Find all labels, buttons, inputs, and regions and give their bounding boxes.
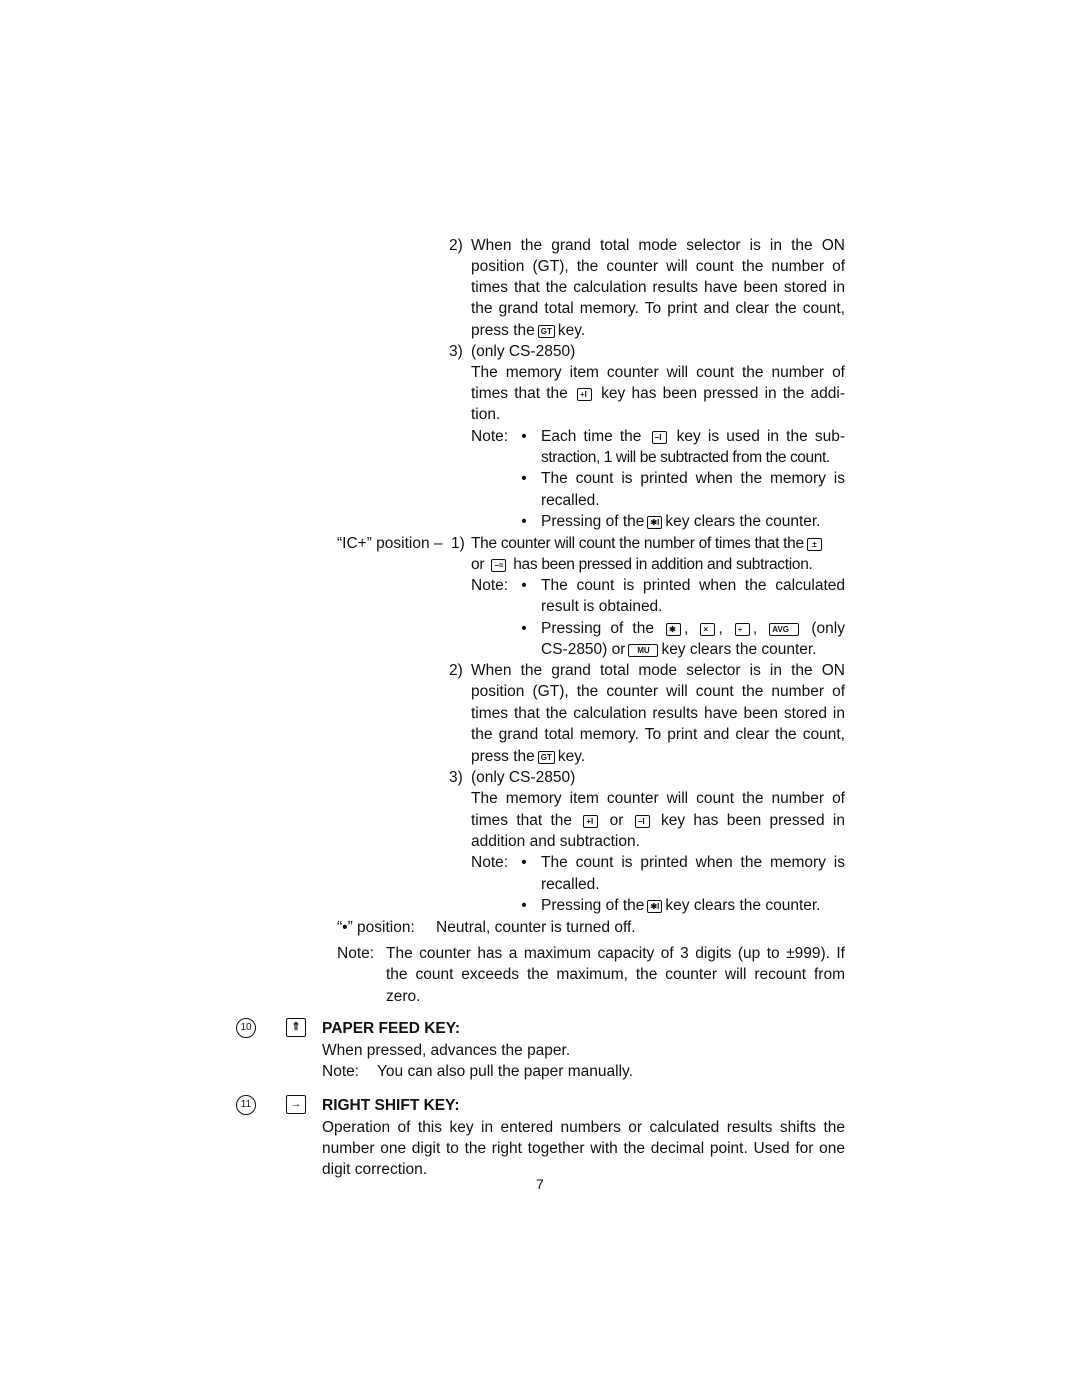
paragraph-line: position (GT), the counter will count the number of: [471, 683, 845, 700]
paragraph-line: [471, 533, 825, 554]
text: key.: [557, 322, 586, 339]
separator: ,: [718, 620, 723, 637]
paragraph-line: position (GT), the counter will count the number of: [471, 258, 845, 275]
bullet: •: [521, 897, 527, 914]
star-i-key-icon: ✱I: [647, 516, 662, 529]
note-label: Note:: [322, 1063, 360, 1080]
note-line: [541, 426, 845, 447]
text: press the: [471, 748, 535, 765]
separator: ,: [684, 620, 689, 637]
star-key-icon: ✱: [666, 623, 681, 636]
bullet: •: [521, 577, 527, 594]
text: times that the: [471, 812, 573, 829]
item-number: 3): [449, 769, 463, 786]
paragraph-line: [471, 383, 845, 404]
text: or: [471, 556, 485, 573]
paragraph-line: The memory item counter will count the number of: [471, 790, 845, 807]
bullet: •: [521, 854, 527, 871]
paragraph-line: tion.: [471, 406, 501, 423]
text: CS-2850) or: [541, 641, 626, 658]
position-label: “IC+” position –: [337, 535, 443, 552]
note-line: The count is printed when the memory is: [541, 470, 845, 487]
minus-i-key-icon: −I: [652, 431, 667, 444]
paragraph-line: When pressed, advances the paper.: [322, 1042, 571, 1059]
minus-i-key-icon: −I: [635, 815, 650, 828]
text: press the: [471, 322, 535, 339]
star-i-key-icon: ✱I: [647, 900, 662, 913]
paragraph-line: the grand total memory. To print and clear the count,: [471, 726, 845, 743]
text: Pressing of the: [541, 513, 645, 530]
text: key clears the counter.: [665, 897, 821, 914]
note-line: result is obtained.: [541, 598, 663, 615]
mu-key-icon: MU: [628, 644, 658, 657]
text: Pressing of the: [541, 620, 654, 637]
paragraph-line: [471, 320, 585, 341]
text: has been pressed in addition and subtraction.: [513, 556, 813, 573]
paragraph-line: times that the calculation results have been stored in: [471, 705, 845, 722]
note-line: recalled.: [541, 876, 600, 893]
bullet: •: [521, 428, 527, 445]
paragraph-line: [471, 554, 813, 575]
text: key has been pressed in: [661, 812, 845, 829]
avg-key-icon: AVG: [769, 623, 799, 636]
text: or: [609, 812, 624, 829]
note-line: [541, 639, 817, 660]
note-line: recalled.: [541, 492, 600, 509]
item-number-circle: 11: [236, 1095, 256, 1115]
separator: ,: [752, 620, 758, 637]
text: key clears the counter.: [661, 641, 817, 658]
text: Each time the: [541, 428, 642, 445]
note-line: You can also pull the paper manually.: [377, 1063, 633, 1080]
item-number: 3): [449, 343, 463, 360]
bullet: •: [521, 513, 527, 530]
position-label: “•” position:: [337, 919, 415, 936]
plus-minus-key-icon: ±: [807, 538, 822, 551]
plus-i-key-icon: +I: [583, 815, 598, 828]
note-label: Note:: [337, 945, 375, 962]
text: The counter will count the number of times that the: [471, 535, 804, 552]
note-line: The count is printed when the memory is: [541, 854, 845, 871]
text: Pressing of the: [541, 897, 645, 914]
paragraph-line: (only CS-2850): [471, 343, 576, 360]
paragraph-line: [471, 810, 845, 831]
page-number: 7: [536, 1176, 544, 1192]
paragraph-line: [471, 746, 585, 767]
bullet: •: [521, 620, 527, 637]
item-number: 2): [449, 662, 463, 679]
paragraph-line: Operation of this key in entered numbers or calculated results shifts the: [322, 1119, 845, 1136]
text: key is used in the sub-: [676, 428, 845, 445]
paragraph-line: times that the calculation results have been stored in: [471, 279, 845, 296]
text: key clears the counter.: [665, 513, 821, 530]
note-line: The counter has a maximum capacity of 3 digits (up to ±999). If: [386, 945, 845, 962]
note-line: [541, 618, 845, 639]
minus-equals-key-icon: −=: [491, 559, 506, 572]
paragraph-line: When the grand total mode selector is in the ON: [471, 662, 845, 679]
paragraph-line: Neutral, counter is turned off.: [436, 919, 636, 936]
paragraph-line: digit correction.: [322, 1161, 428, 1178]
paragraph-line: (only CS-2850): [471, 769, 576, 786]
note-line: straction, 1 will be subtracted from the count.: [541, 449, 830, 466]
note-label: Note:: [471, 577, 509, 594]
item-number-circle: 10: [236, 1018, 256, 1038]
note-line: [541, 895, 821, 916]
section-heading: RIGHT SHIFT KEY:: [322, 1097, 460, 1114]
note-line: zero.: [386, 988, 421, 1005]
text: times that the: [471, 385, 568, 402]
paragraph-line: The memory item counter will count the number of: [471, 364, 845, 381]
note-line: The count is printed when the calculated: [541, 577, 845, 594]
text: key has been pressed in the addi-: [601, 385, 846, 402]
item-number: 1): [451, 535, 465, 552]
gt-key-icon: GT: [538, 751, 555, 764]
right-shift-key-icon: →: [286, 1095, 306, 1114]
note-line: the count exceeds the maximum, the counter will recount from: [386, 966, 845, 983]
divide-key-icon: ÷: [735, 623, 750, 636]
paragraph-line: the grand total memory. To print and clear the count,: [471, 300, 845, 317]
paragraph-line: When the grand total mode selector is in the ON: [471, 237, 845, 254]
plus-i-key-icon: +I: [577, 388, 592, 401]
times-key-icon: ×: [700, 623, 715, 636]
bullet: •: [521, 470, 527, 487]
section-heading: PAPER FEED KEY:: [322, 1020, 461, 1037]
paper-feed-key-icon: ⇑: [286, 1018, 306, 1037]
note-line: [541, 511, 821, 532]
paragraph-line: number one digit to the right together with the decimal point. Used for one: [322, 1140, 845, 1157]
paragraph-line: addition and subtraction.: [471, 833, 640, 850]
text: key.: [557, 748, 586, 765]
note-label: Note:: [471, 854, 509, 871]
note-label: Note:: [471, 428, 509, 445]
gt-key-icon: GT: [538, 325, 555, 338]
item-number: 2): [449, 237, 463, 254]
text: (only: [811, 620, 845, 637]
